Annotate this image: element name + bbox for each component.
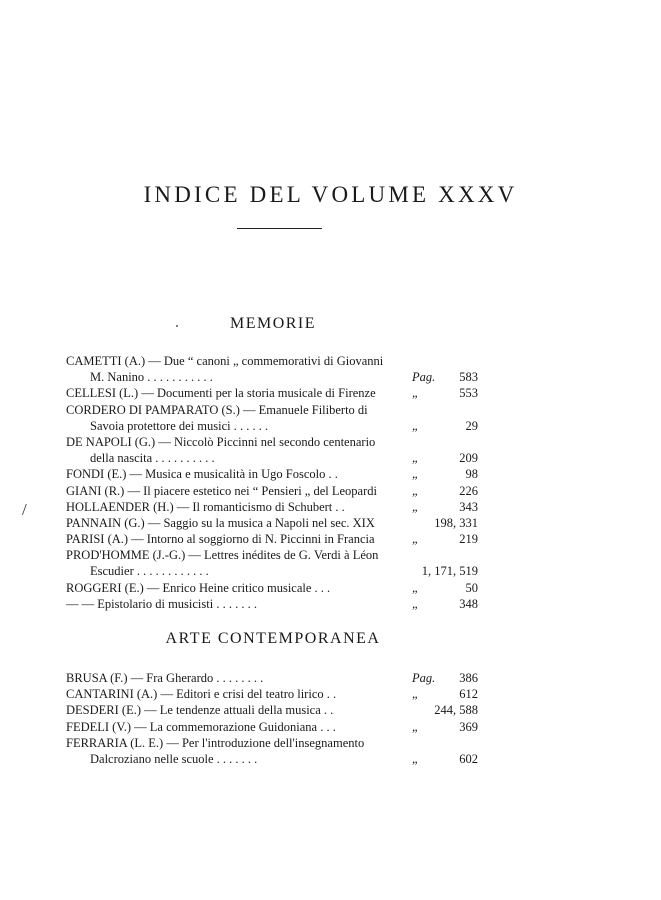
entry-page-prefix: „ <box>412 418 419 433</box>
index-entry-line <box>66 702 478 718</box>
entry-text: Savoia protettore dei musici . . . . . . <box>90 418 269 433</box>
index-entry-line <box>66 735 478 751</box>
index-entry-line <box>66 719 478 735</box>
entry-page-prefix: „ <box>412 532 419 547</box>
arte-list <box>66 670 478 767</box>
entry-page-number: 98 <box>465 467 478 482</box>
index-entry-line <box>66 353 478 369</box>
entry-text: CANTARINI (A.) — Editori e crisi del teatro lirico . . <box>66 687 337 702</box>
index-entry-line <box>66 385 478 401</box>
index-entry-line <box>66 434 478 450</box>
entry-page-prefix: „ <box>412 483 419 498</box>
index-entry-line <box>66 402 478 418</box>
entry-text: FONDI (E.) — Musica e musicalità in Ugo Foscolo . . <box>66 467 338 482</box>
entry-page-prefix: „ <box>412 751 419 766</box>
index-entry-line <box>66 547 478 563</box>
entry-page-prefix: „ <box>412 467 419 482</box>
index-entry-line <box>66 686 478 702</box>
entry-page-number: 553 <box>459 386 478 401</box>
entry-text: CORDERO DI PAMPARATO (S.) — Emanuele Filiberto di <box>66 402 368 417</box>
entry-text: PARISI (A.) — Intorno al soggiorno di N. Piccinni in Francia <box>66 532 375 547</box>
entry-text: della nascita . . . . . . . . . . <box>90 451 215 466</box>
entry-text: FEDELI (V.) — La commemorazione Guidoniana . . . <box>66 719 336 734</box>
entry-page-prefix: „ <box>412 451 419 466</box>
memorie-list <box>66 353 478 612</box>
section-heading-arte-contemporanea: ARTE CONTEMPORANEA <box>165 630 381 647</box>
entry-page-prefix: „ <box>412 499 419 514</box>
entry-page-number: 244, 588 <box>434 703 478 718</box>
entry-text: CAMETTI (A.) — Due “ canoni „ commemorativi di Giovanni <box>66 354 384 368</box>
margin-annotation: / <box>22 500 27 519</box>
page-title: INDICE DEL VOLUME XXXV <box>143 182 518 207</box>
index-entry-line <box>66 563 478 579</box>
entry-page-number: 612 <box>459 687 478 702</box>
entry-text: PROD'HOMME (J.-G.) — Lettres inédites de G. Verdi à Léon <box>66 548 379 563</box>
entry-page-number: 226 <box>459 483 478 498</box>
index-entry-line <box>66 515 478 531</box>
entry-page-prefix: „ <box>412 596 419 611</box>
entry-text: HOLLAENDER (H.) — Il romanticismo di Schubert . . <box>66 499 345 514</box>
index-entry-line <box>66 499 478 515</box>
entry-page-prefix: Pag. <box>412 671 436 685</box>
entry-text: — — Epistolario di musicisti . . . . . . . <box>66 596 257 611</box>
index-entry-line <box>66 751 478 767</box>
index-entry-line <box>66 580 478 596</box>
entry-page-number: 209 <box>459 451 478 466</box>
entry-text: DESDERI (E.) — Le tendenze attuali della musica . . <box>66 703 334 718</box>
entry-page-number: 386 <box>459 671 478 685</box>
section-heading-memorie: MEMORIE <box>229 315 317 332</box>
entry-page-prefix: Pag. <box>412 370 436 385</box>
entry-page-number: 348 <box>459 596 478 611</box>
entry-page-prefix: „ <box>412 719 419 734</box>
entry-page-number: 602 <box>459 751 478 766</box>
entry-page-number: 1, 171, 519 <box>421 564 478 579</box>
index-entry-line <box>66 596 478 612</box>
entry-text: FERRARIA (L. E.) — Per l'introduzione dell'insegnamento <box>66 735 365 750</box>
entry-page-prefix: „ <box>412 687 419 702</box>
entry-page-number: 219 <box>459 532 478 547</box>
entry-page-prefix: „ <box>412 386 419 401</box>
entry-page-number: 343 <box>459 499 478 514</box>
entry-page-number: 369 <box>459 719 478 734</box>
index-entry-line <box>66 369 478 385</box>
entry-page-number: 198, 331 <box>434 515 478 530</box>
entry-text: GIANI (R.) — Il piacere estetico nei “ Pensieri „ del Leopardi <box>66 483 377 498</box>
entry-page-number: 29 <box>465 418 478 433</box>
entry-text: M. Nanino . . . . . . . . . . . <box>90 370 213 385</box>
entry-page-number: 50 <box>465 580 478 595</box>
index-entry-line <box>66 483 478 499</box>
index-entry-line <box>66 450 478 466</box>
entry-text: Dalcroziano nelle scuole . . . . . . . <box>90 751 258 766</box>
entry-page-number: 583 <box>459 370 478 385</box>
index-entry-line <box>66 466 478 482</box>
entry-text: ROGGERI (E.) — Enrico Heine critico musicale . . . <box>66 580 331 595</box>
title-divider <box>237 228 322 229</box>
entry-text: CELLESI (L.) — Documenti per la storia musicale di Firenze <box>66 386 376 401</box>
entry-page-prefix: „ <box>412 580 419 595</box>
index-entry-line <box>66 418 478 434</box>
index-entry-line <box>66 670 478 686</box>
entry-text: DE NAPOLI (G.) — Niccolò Piccinni nel secondo centenario <box>66 434 376 449</box>
entry-text: Escudier . . . . . . . . . . . . <box>90 564 209 579</box>
index-entry-line <box>66 531 478 547</box>
entry-text: PANNAIN (G.) — Saggio su la musica a Napoli nel sec. XIX <box>66 515 375 530</box>
entry-text: BRUSA (F.) — Fra Gherardo . . . . . . . . <box>66 671 264 685</box>
